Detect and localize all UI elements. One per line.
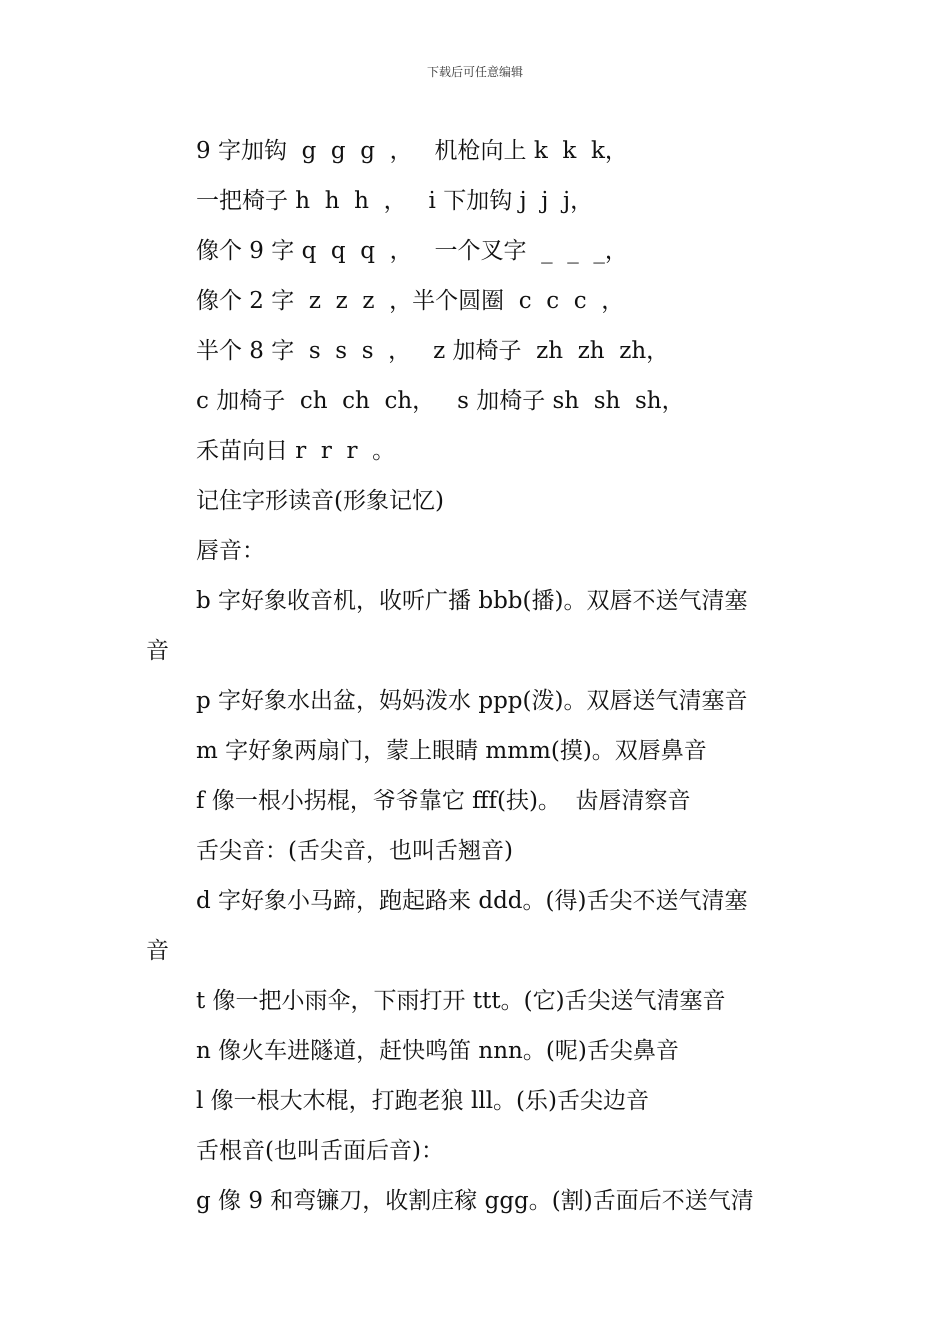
text-line: 一把椅子 h h h ， i 下加钩 j j j， <box>196 188 594 214</box>
text-line: b 字好象收音机，收听广播 bbb(播)。双唇不送气清塞 <box>196 588 748 614</box>
text-line: 像个 2 字 z z z ，半个圆圈 c c c ， <box>196 288 625 314</box>
section-heading: 记住字形读音(形象记忆) <box>196 488 444 514</box>
text-line: 像个 9 字 q q q ， 一个叉字 _ _ _， <box>196 238 628 264</box>
section-heading: 唇音： <box>196 538 265 564</box>
text-line: m 字好象两扇门，蒙上眼睛 mmm(摸)。双唇鼻音 <box>196 738 707 764</box>
text-line: d 字好象小马蹄，跑起路来 ddd。(得)舌尖不送气清塞 <box>196 888 748 914</box>
text-line: 9 字加钩 g g g ， 机枪向上 k k k， <box>196 138 628 164</box>
section-heading: 舌尖音：(舌尖音，也叫舌翘音) <box>196 838 513 864</box>
text-line-continuation: 音 <box>146 938 169 964</box>
text-line: c 加椅子 ch ch ch， s 加椅子 sh sh sh， <box>196 388 685 414</box>
text-line: l 像一根大木棍，打跑老狼 lll。(乐)舌尖边音 <box>196 1088 649 1114</box>
text-line: g 像 9 和弯镰刀，收割庄稼 ggg。(割)舌面后不送气清 <box>196 1188 754 1214</box>
text-line: 半个 8 字 s s s ， z 加椅子 zh zh zh， <box>196 338 670 364</box>
text-line-continuation: 音 <box>146 638 169 664</box>
text-line: f 像一根小拐棍，爷爷靠它 fff(扶)。 齿唇清察音 <box>196 788 691 814</box>
page-header: 下载后可任意编辑 <box>426 65 523 79</box>
text-line: n 像火车进隧道，赶快鸣笛 nnn。(呢)舌尖鼻音 <box>196 1038 679 1064</box>
text-line: p 字好象水出盆，妈妈泼水 ppp(泼)。双唇送气清塞音 <box>196 688 748 714</box>
text-line: t 像一把小雨伞，下雨打开 ttt。(它)舌尖送气清塞音 <box>196 988 726 1014</box>
section-heading: 舌根音(也叫舌面后音)： <box>196 1138 444 1164</box>
body-text <box>146 126 816 1226</box>
text-line: 禾苗向日 r r r 。 <box>196 438 396 464</box>
